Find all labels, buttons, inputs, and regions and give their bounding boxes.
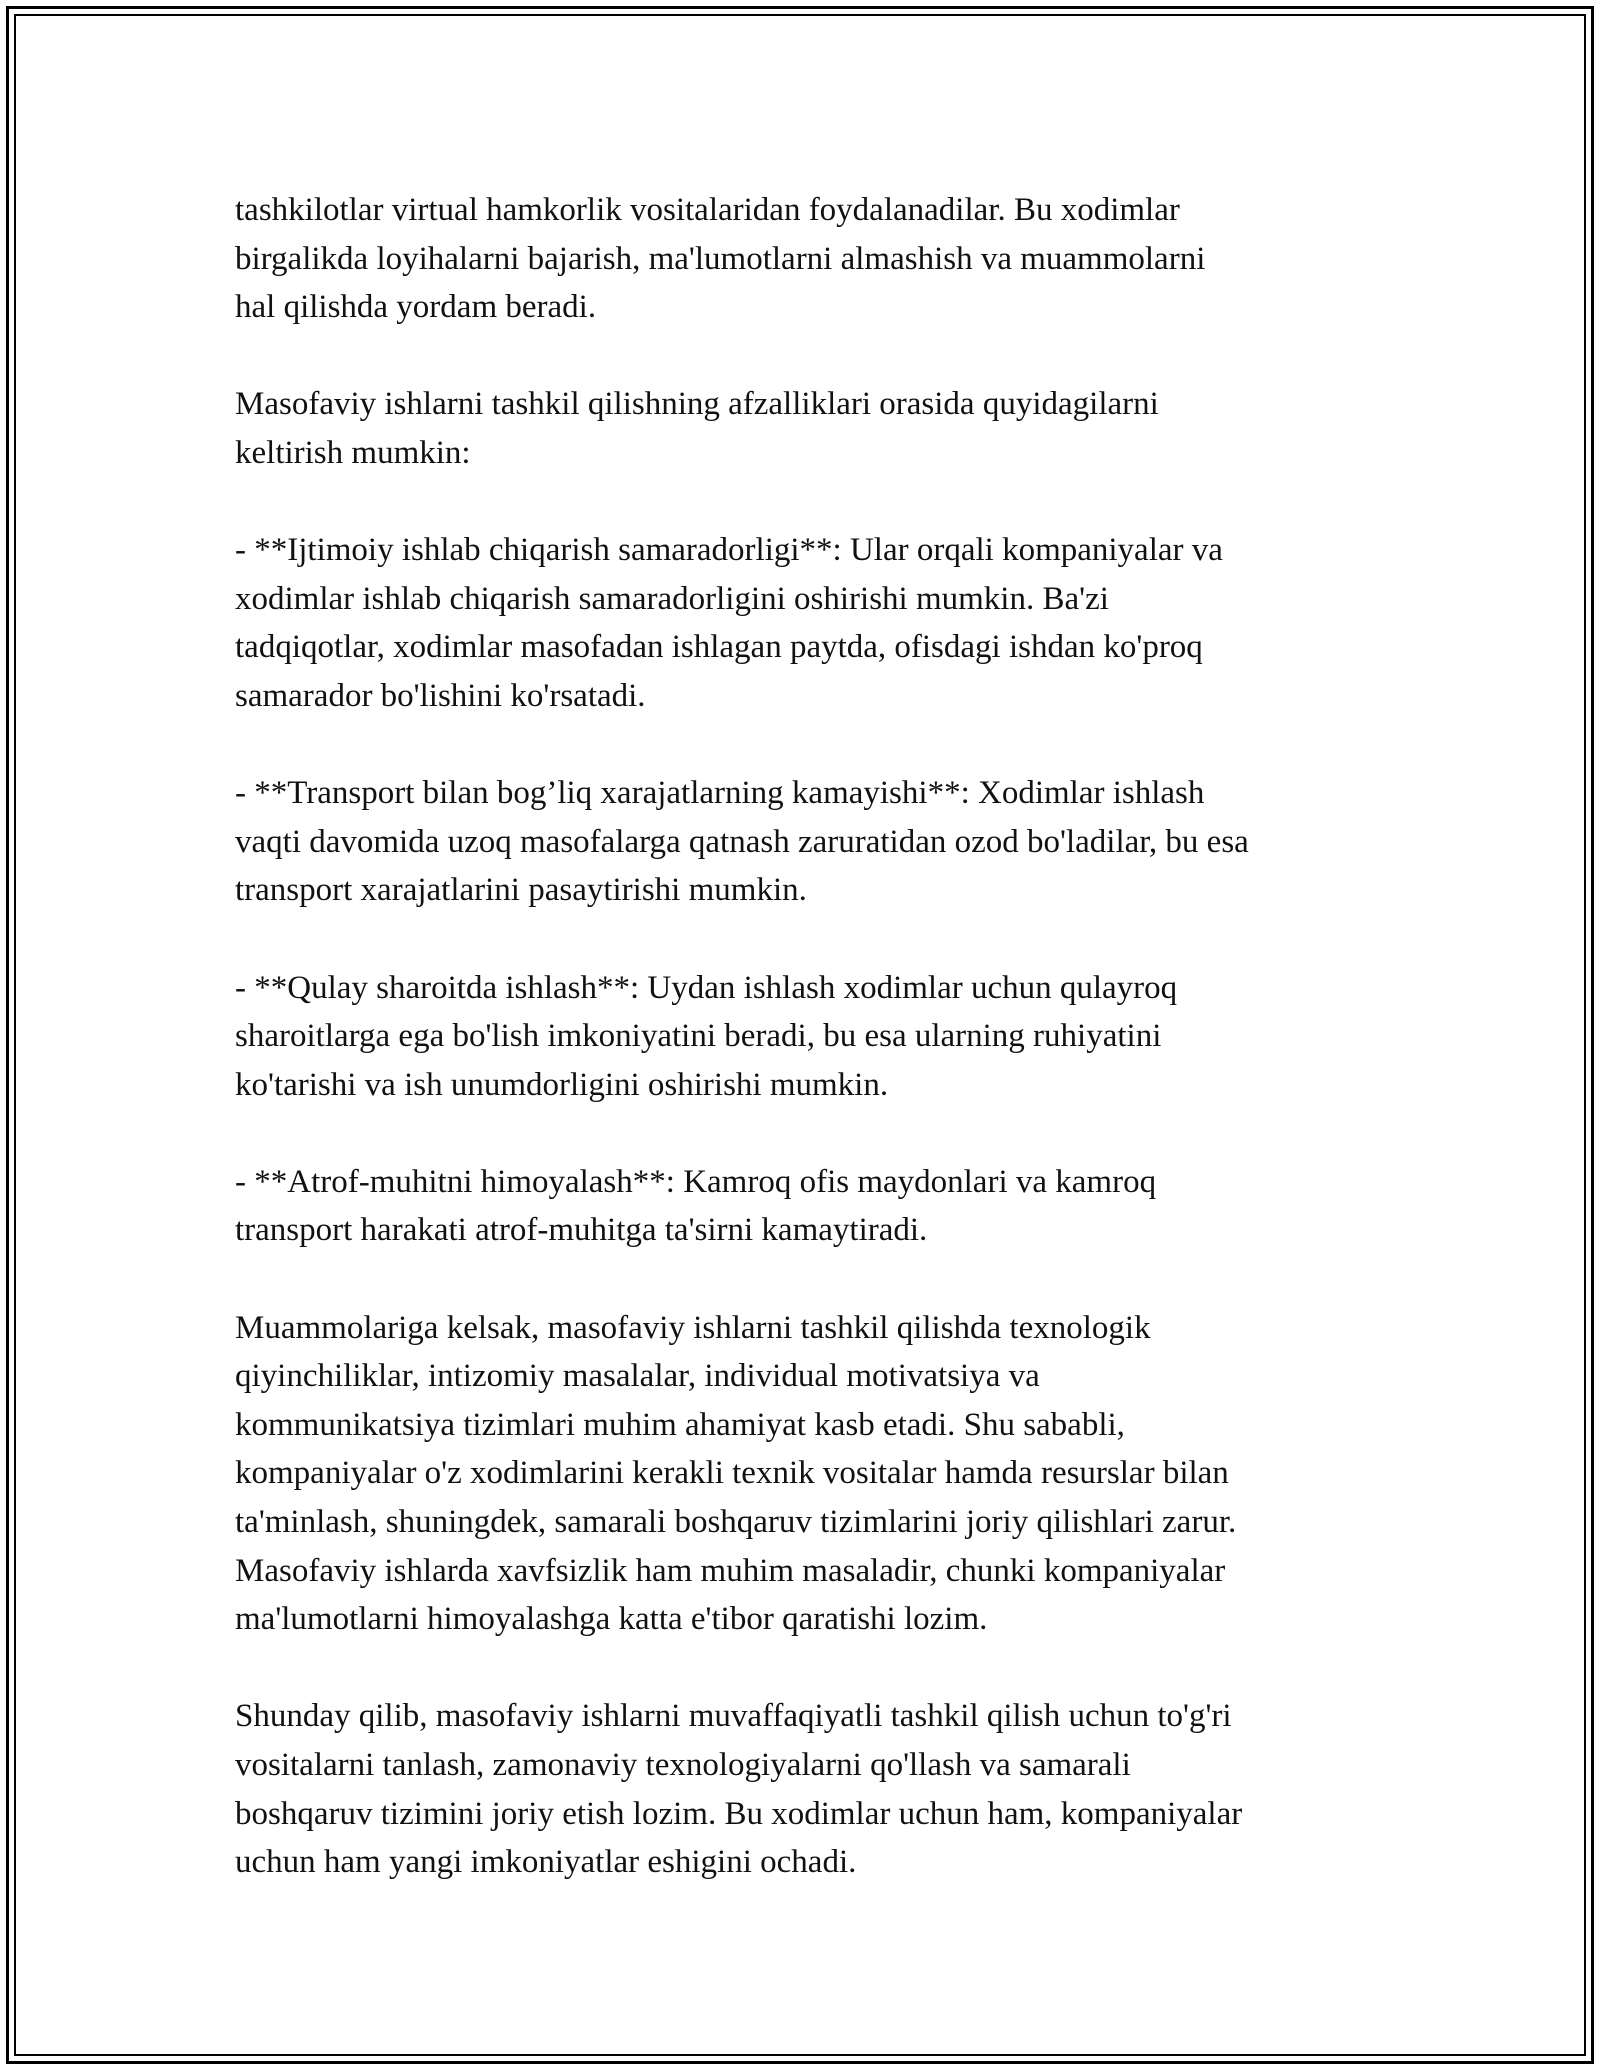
text-line: xodimlar ishlab chiqarish samaradorligini oshirishi mumkin. Ba'zi	[235, 580, 1109, 617]
text-line: vositalarni tanlash, zamonaviy texnologiyalarni qo'llash va samarali	[235, 1747, 1131, 1783]
text-line: kommunikatsiya tizimlari muhim ahamiyat kasb etadi. Shu sababli,	[235, 1406, 1125, 1443]
text-line: tashkilotlar virtual hamkorlik vositalaridan foydalanadilar. Bu xodimlar	[235, 192, 1180, 228]
text-line: - **Atrof-muhitni himoyalash**: Kamroq ofis maydonlari va kamroq	[235, 1163, 1157, 1200]
text-line: keltirish mumkin:	[235, 434, 471, 471]
text-line: kompaniyalar o'z xodimlarini kerakli texnik vositalar hamda resurslar bilan	[235, 1455, 1229, 1492]
text-line: Masofaviy ishlarni tashkil qilishning afzalliklari orasida quyidagilarni	[235, 386, 1159, 423]
text-line: samarador bo'lishini ko'rsatadi.	[235, 677, 646, 714]
text-line: birgalikda loyihalarni bajarish, ma'lumotlarni almashish va muammolarni	[235, 240, 1206, 277]
paragraph-advantages-intro	[235, 380, 1385, 477]
text-line: - **Ijtimoiy ishlab chiqarish samaradorligi**: Ular orqali kompaniyalar va	[235, 532, 1223, 569]
paragraph-challenges	[235, 1304, 1385, 1644]
text-line: transport harakati atrof-muhitga ta'sirni kamaytiradi.	[235, 1212, 928, 1249]
text-line: transport xarajatlarini pasaytirishi mumkin.	[235, 872, 807, 909]
text-line: vaqti davomida uzoq masofalarga qatnash zaruratidan ozod bo'ladilar, bu esa	[235, 823, 1249, 860]
text-line: tadqiqotlar, xodimlar masofadan ishlagan paytda, ofisdagi ishdan ko'proq	[235, 629, 1203, 666]
paragraph-conclusion	[235, 1692, 1385, 1886]
list-item-comfort	[235, 964, 1385, 1110]
text-line: qiyinchiliklar, intizomiy masalalar, individual motivatsiya va	[235, 1358, 1040, 1395]
text-line: Muammolariga kelsak, masofaviy ishlarni tashkil qilishda texnologik	[235, 1309, 1151, 1346]
text-line: boshqaruv tizimini joriy etish lozim. Bu xodimlar uchun ham, kompaniyalar	[235, 1795, 1243, 1832]
text-line: Shunday qilib, masofaviy ishlarni muvaffaqiyatli tashkil qilish uchun to'g'ri	[235, 1698, 1232, 1735]
text-line: ko'tarishi va ish unumdorligini oshirishi mumkin.	[235, 1066, 889, 1103]
text-line: - **Transport bilan bog’liq xarajatlarning kamayishi**: Xodimlar ishlash	[235, 775, 1205, 812]
text-line: uchun ham yangi imkoniyatlar eshigini ochadi.	[235, 1844, 857, 1881]
list-item-transport	[235, 769, 1385, 915]
text-line: hal qilishda yordam beradi.	[235, 289, 597, 326]
list-item-environment	[235, 1158, 1385, 1255]
text-line: Masofaviy ishlarda xavfsizlik ham muhim masaladir, chunki kompaniyalar	[235, 1552, 1226, 1589]
text-line: - **Qulay sharoitda ishlash**: Uydan ishlash xodimlar uchun qulayroq	[235, 969, 1178, 1006]
text-line: ta'minlash, shuningdek, samarali boshqaruv tizimlarini joriy qilishlari zarur.	[235, 1504, 1237, 1541]
text-line: sharoitlarga ega bo'lish imkoniyatini beradi, bu esa ularning ruhiyatini	[235, 1018, 1162, 1055]
paragraph-intro-continuation	[235, 186, 1385, 332]
list-item-productivity	[235, 526, 1385, 720]
document-body	[235, 186, 1385, 1887]
text-line: ma'lumotlarni himoyalashga katta e'tibor qaratishi lozim.	[235, 1601, 988, 1638]
